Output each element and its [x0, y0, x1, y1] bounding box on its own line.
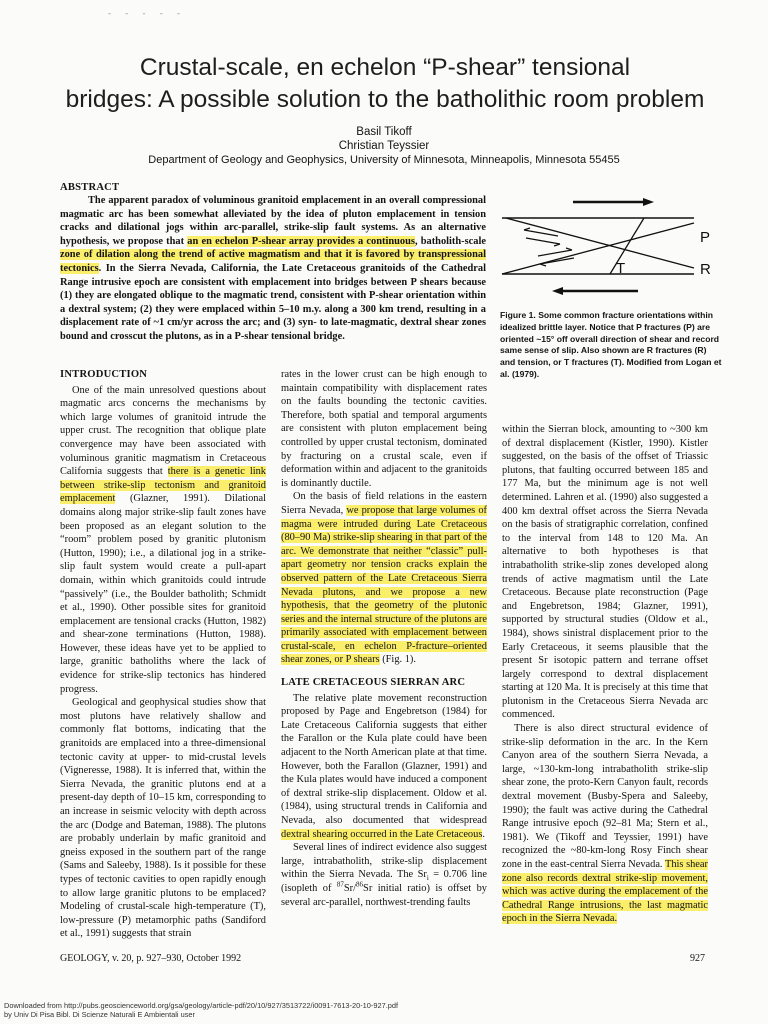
- label-t: T: [616, 260, 626, 277]
- author-1: Basil Tikoff: [356, 126, 412, 138]
- col2-highlight-1: we propose that large volumes of magma were intruded during Late Cretaceous (80–90 Ma) strike-slip shearing in that part of the arc. We demonstrate that neither “classic” pull-apart geometry nor tension cracks explain the observed pattern of the Late Cretaceous Sierra Nevada plutons, and we propose a new hypothesis, that the geometry of the plutonic series and the internal structure of the plutons are primarily associated with emplacement between crustal-scale, en echelon P-fracture–oriented shear zones, or P shears: [281, 504, 487, 666]
- r-fracture-line: [506, 218, 694, 268]
- paper-title: [40, 52, 730, 116]
- col2-text-4d: Sr initial ratio) is offset by several arc-parallel, northwest-trending faults: [281, 882, 488, 908]
- affiliation: Department of Geology and Geophysics, University of Minnesota, Minneapolis, Minnesota 55455: [148, 154, 620, 166]
- sr86-superscript: 86: [356, 880, 364, 889]
- slip-arrow-lower-a: [538, 250, 572, 256]
- title-line-2: bridges: A possible solution to the batholithic room problem: [65, 86, 705, 113]
- col2-text-3b: .: [482, 828, 485, 840]
- col2-paragraph-3: [281, 692, 487, 842]
- introduction-heading: INTRODUCTION: [60, 369, 148, 380]
- download-link[interactable]: Downloaded from http://pubs.geoscienceworld.org/gsa/geology/article-pdf/20/10/927/3513722/i0091-7613-20-10-927.pdf: [4, 1001, 399, 1010]
- figure-1-caption: Figure 1. Some common fracture orientations within idealized brittle layer. Notice that P fractures (P) are oriented ~15° off overall direction of shear and record same sense of slip. Also shown are R fractures (R) and tension, or T fractures (T). Modified from Logan et al. (1979).: [500, 310, 722, 379]
- col3-paragraph-1: within the Sierran block, amounting to ~300 km of dextral displacement (Kistler, 1990). Kistler suggested, on the basis of the offset of Triassic plutons, that faulting occurred between 185 and 177 Ma, but the minimum age is not well determined. Lahren et al. (1990) also suggested a 400 km dextral offset across the Sierra Nevada on the basis of stratigraphic correlation, confined to the interval from 148 to 120 Ma. An alternative to both hypotheses is that intrabatholith strike-slip zones developed along trends of active magmatism until the Late Cretaceous. Because plate reconstruction (Page and Engebretson, 1984; Glazner, 1991), supported by structural studies (Oldow et al., 1984), shows sinistral displacement prior to the Early Cretaceous, it seems plausible that the present Sr isotopic pattern and terrane offset largely correspond to dextral displacement starting at 120 Ma. It is precisely at this time that plutonism in the Cretaceous Sierra Nevada arc commenced.: [502, 424, 708, 721]
- title-line-1: Crustal-scale, en echelon “P-shear” tensional: [139, 54, 631, 81]
- col2-text-2a: On the basis of field relations in the eastern Sierra Nevada,: [281, 491, 487, 516]
- top-shear-arrowhead: [643, 198, 654, 206]
- col2-paragraph-4: [281, 841, 487, 909]
- col2-text-3a: The relative plate movement reconstruction proposed by Page and Engebretson (1984) for Late Cretaceous California suggests that either the Farallon or the Kula plate could have been adjacent to the North American plate at that time. However, both the Farallon (Glazner, 1991) and the Kula plates would have induced a component of dextral strike-slip displacement. Oldow et al. (1984), using structural trends in California and Nevada, also documented that widespread: [281, 692, 487, 826]
- label-r: R: [700, 261, 711, 278]
- abstract: [60, 182, 486, 344]
- col3-text-2a: There is also direct structural evidence of strike-slip deformation in the arc. In the Kern Canyon area of the southern Sierra Nevada, a large, ~130-km-long intrabatholith strike-slip shear zone, the proto-Kern Canyon fault, records dextral movement (Busby-Spera and Saleeby, 1990); the fault was active during the Cathedral Range intrusive epoch (92–81 Ma; Stern et al., 1981). We (Tikoff and Teyssier, 1991) have recognized the ~80-km-long Rosy Finch shear zone in the east-central Sierra Nevada.: [502, 723, 708, 870]
- abstract-text-1: The apparent paradox of voluminous granitoid emplacement in an overall compressional magmatic arc has been somewhat alleviated by the idea of pluton emplacement in tension cracks and dilational jogs within arc-parallel, strike-slip fault systems. As an alternative hypothesis, we propose that: [60, 195, 486, 247]
- col2-text-4b: = 0.706 line (isopleth of: [281, 869, 487, 894]
- figure-1: [498, 190, 720, 305]
- intro-text-1a: One of the main unresolved questions about magmatic arcs concerns the mechanisms by which large volumes of granitoid intrude the upper crust. The recognition that oblique plate convergence may have been associated with voluminous granitic magmatism in Cretaceous California suggests that: [60, 384, 266, 478]
- col2-highlight-2: dextral shearing occurred in the Late Cretaceous: [281, 828, 483, 840]
- sr-subscript: i: [426, 874, 429, 883]
- download-notice: [4, 1001, 764, 1019]
- col2-paragraph-1: rates in the lower crust can be high enough to maintain compatibility with displacement rates on the faults bounding the tectonic cavities. Therefore, both spatial and temporal arguments are consistent with pluton emplacement being controlled by upper crustal tectonism, dominated by fracturing on a crustal scale, even if deformation within and adjacent to the granitoids is dominantly ductile.: [281, 369, 487, 489]
- abstract-highlight-1: an en echelon P-shear array provides a continuous: [187, 235, 415, 247]
- column-1: [60, 368, 266, 941]
- abstract-text-3: . In the Sierra Nevada, California, the Late Cretaceous granitoids of the Cathedral Range intrusive epoch are consistent with emplacement into bridges between P shears because (1) they are elongated oblique to the magmatic trend, consistent with P-shear orientation within a dextral system; (2) they were emplaced within 5–10 m.y. along a 300 km trend, resulting in a displacement rate of ~1 cm/yr across the arc; and (3) syn- to late-magmatic, dextral shear zones bound and crosscut the plutons, as in a P-shear tensional bridge.: [60, 262, 486, 342]
- label-p: P: [700, 229, 711, 246]
- abstract-highlight-2: zone of dilation along the trend of active magmatism and that it is favored by transpressional tectonics: [60, 249, 486, 274]
- col2-text-4c: Sr/: [343, 882, 357, 894]
- author-2: Christian Teyssier: [338, 140, 430, 152]
- column-2: [281, 368, 487, 909]
- journal-citation: GEOLOGY, v. 20, p. 927–930, October 1992: [60, 953, 242, 964]
- col2-paragraph-2: [281, 490, 487, 667]
- intro-paragraph-1: [60, 384, 266, 697]
- col2-text-2b: (Fig. 1).: [379, 654, 416, 666]
- bottom-shear-arrowhead: [552, 287, 563, 295]
- abstract-heading: ABSTRACT: [60, 182, 120, 193]
- abstract-text-2: , batholith-scale: [414, 235, 486, 247]
- column-3: [502, 423, 708, 926]
- col3-highlight: This shear zone also records dextral strike-slip movement, which was active during the emplacement of the Cathedral Range intrusions, the last magmatic epoch in the Sierra Nevada.: [502, 859, 708, 925]
- abstract-body: [60, 194, 486, 344]
- top-marks: - - - - -: [108, 8, 186, 18]
- page-number: 927: [690, 953, 705, 964]
- download-user: by Univ Di Pisa Bibl. Di Scienze Naturali E Ambientali user: [4, 1010, 196, 1019]
- col2-text-4: Several lines of indirect evidence also suggest large, intrabatholith, strike-slip displacement within the Sierra Nevada. The Sr: [281, 842, 487, 881]
- col3-paragraph-2: [502, 722, 708, 926]
- slip-arrow-upper-b: [526, 238, 560, 244]
- intro-paragraph-2: Geological and geophysical studies show that most plutons have relatively shallow and commonly flat bottoms, indicating that the granitoids are emplaced into a three-dimensional tectonic cavity at upper- to mid-crustal levels (Vigneresse, 1988). It is inferred that, within the Sierra Nevada, the granitic plutons end at a present-day depth of 10–15 km, corresponding to an increase in seismic velocity with depth across the arc (Dodge and Bateman, 1988). The plutons are probably underlain by mafic granitoid and gneiss exposed in the southern part of the range (Sams and Saleeby, 1988). Is it possible for these types of tectonic cavities to open rapidly enough to allow large granitic plutons to be emplaced? Modeling of crustal-scale high-temperature (T), low-pressure (P) metamorphic paths (Sandiford et al., 1991) suggests that strain: [60, 697, 266, 940]
- sierran-arc-heading: LATE CRETACEOUS SIERRAN ARC: [281, 677, 466, 689]
- fracture-diagram: [498, 190, 720, 305]
- intro-text-1b: (Glazner, 1991). Dilational domains along major strike-slip fault zones have been proposed as an elegant solution to the “room” problem posed by granitic plutonism (Hutton, 1990); i.e., a dilational jog in a strike-slip fault system would create a pull-apart domain, within which granitoids could intrude “passively” (i.e., the Boulder batholith; Schmidt et al., 1990). Other possible sites for granitoid emplacement are tensional cracks (Hutton, 1982) and shear-zone terminations (Hutton, 1988). However, these ideas have yet to be applied to large, granitic batholiths where the lack of evidence for strike-slip tectonics has hindered progress.: [60, 493, 266, 695]
- sr87-superscript: 87: [336, 880, 344, 889]
- intro-highlight: there is a genetic link between strike-slip tectonism and granitoid emplacement: [60, 466, 266, 505]
